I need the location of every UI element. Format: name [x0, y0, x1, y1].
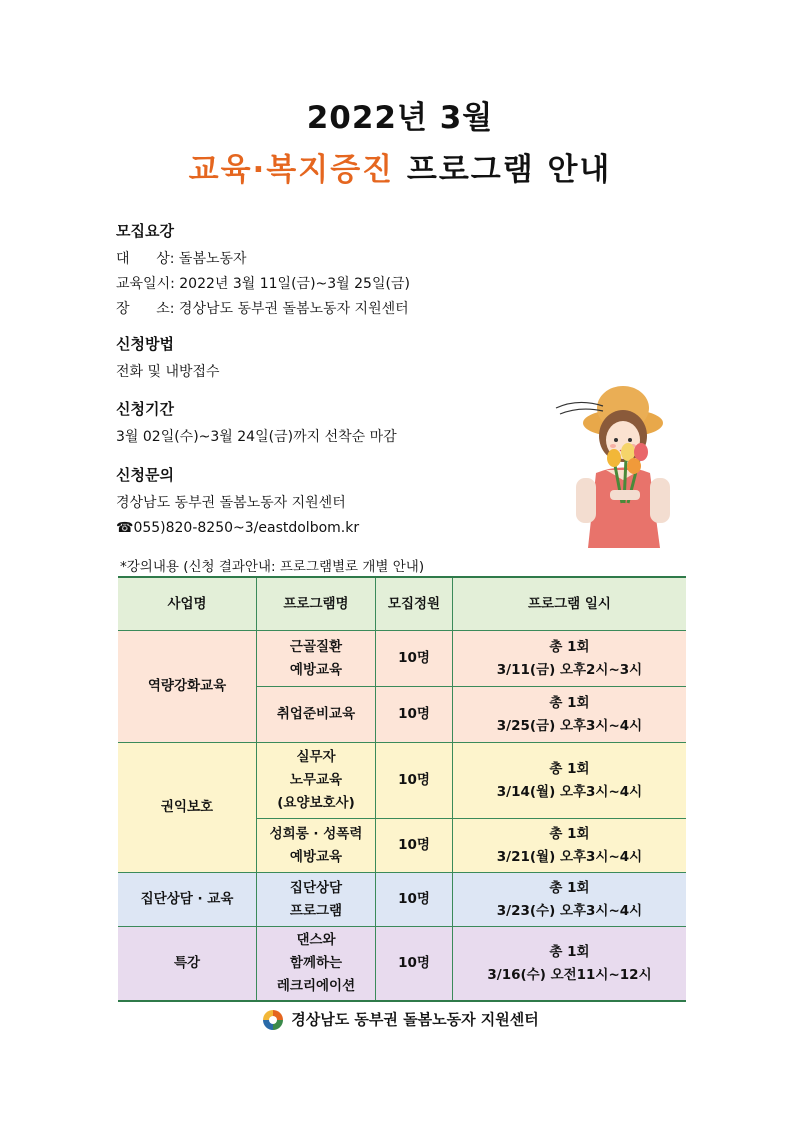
- girl-with-tulips-illustration: [548, 378, 688, 548]
- capacity: 10명: [376, 873, 453, 927]
- schedule: 총 1회 3/21(월) 오후3시~4시: [453, 819, 687, 873]
- program-name: 성희롱 · 성폭력 예방교육: [257, 819, 376, 873]
- recruit-target: 대 상: 돌봄노동자: [116, 251, 247, 267]
- table-row: [118, 873, 686, 927]
- capacity: 10명: [376, 927, 453, 1002]
- program-name: 실무자 노무교육 (요양보호사): [257, 743, 376, 819]
- footer-text: 경상남도 동부권 돌봄노동자 지원센터: [291, 1010, 539, 1029]
- recruit-section: [116, 220, 410, 322]
- business-name: 집단상담 · 교육: [118, 873, 257, 927]
- table-header-row: [118, 577, 686, 631]
- header-capacity: 모집정원: [376, 577, 453, 631]
- table-row: [118, 927, 686, 1002]
- center-logo-icon: [261, 1008, 285, 1032]
- header-schedule: 프로그램 일시: [453, 577, 687, 631]
- capacity: 10명: [376, 743, 453, 819]
- program-name: 집단상담 프로그램: [257, 873, 376, 927]
- period-text: 3월 02일(수)~3월 24일(금)까지 선착순 마감: [116, 429, 397, 445]
- capacity: 10명: [376, 631, 453, 687]
- table-row: [118, 631, 686, 687]
- recruit-place: 장 소: 경상남도 동부권 돌봄노동자 지원센터: [116, 301, 409, 317]
- page-title-year: 2022년 3월: [306, 100, 494, 136]
- method-section: [116, 333, 220, 385]
- contact-heading: 신청문의: [116, 466, 174, 484]
- page-title: [0, 144, 800, 189]
- contact-section: [116, 464, 359, 541]
- schedule: 총 1회 3/11(금) 오후2시~3시: [453, 631, 687, 687]
- program-name: 근골질환 예방교육: [257, 631, 376, 687]
- title-rest: 프로그램 안내: [394, 152, 612, 188]
- schedule: 총 1회 3/25(금) 오후3시~4시: [453, 687, 687, 743]
- contact-org: 경상남도 동부권 돌봄노동자 지원센터: [116, 495, 346, 511]
- recruit-dates: 교육일시: 2022년 3월 11일(금)~3월 25일(금): [116, 276, 410, 292]
- program-name: 댄스와 함께하는 레크리에이션: [257, 927, 376, 1002]
- schedule: 총 1회 3/14(월) 오후3시~4시: [453, 743, 687, 819]
- method-heading: 신청방법: [116, 335, 174, 353]
- business-name: 특강: [118, 927, 257, 1002]
- footer: [0, 1008, 800, 1032]
- method-text: 전화 및 내방접수: [116, 364, 220, 380]
- program-name: 취업준비교육: [257, 687, 376, 743]
- period-section: [116, 398, 397, 450]
- capacity: 10명: [376, 819, 453, 873]
- business-name: 역량강화교육: [118, 631, 257, 743]
- period-heading: 신청기간: [116, 400, 174, 418]
- title-highlight: 교육·복지증진: [188, 152, 395, 188]
- capacity: 10명: [376, 687, 453, 743]
- recruit-heading: 모집요강: [116, 222, 174, 240]
- lecture-note: *강의내용 (신청 결과안내: 프로그램별로 개별 안내): [120, 559, 425, 575]
- header-business: 사업명: [118, 577, 257, 631]
- schedule: 총 1회 3/16(수) 오전11시~12시: [453, 927, 687, 1002]
- contact-phone: ☎055)820-8250~3/eastdolbom.kr: [116, 520, 360, 536]
- business-name: 권익보호: [118, 743, 257, 873]
- header-program: 프로그램명: [257, 577, 376, 631]
- schedule: 총 1회 3/23(수) 오후3시~4시: [453, 873, 687, 927]
- table-row: [118, 743, 686, 819]
- program-table: [118, 576, 686, 1002]
